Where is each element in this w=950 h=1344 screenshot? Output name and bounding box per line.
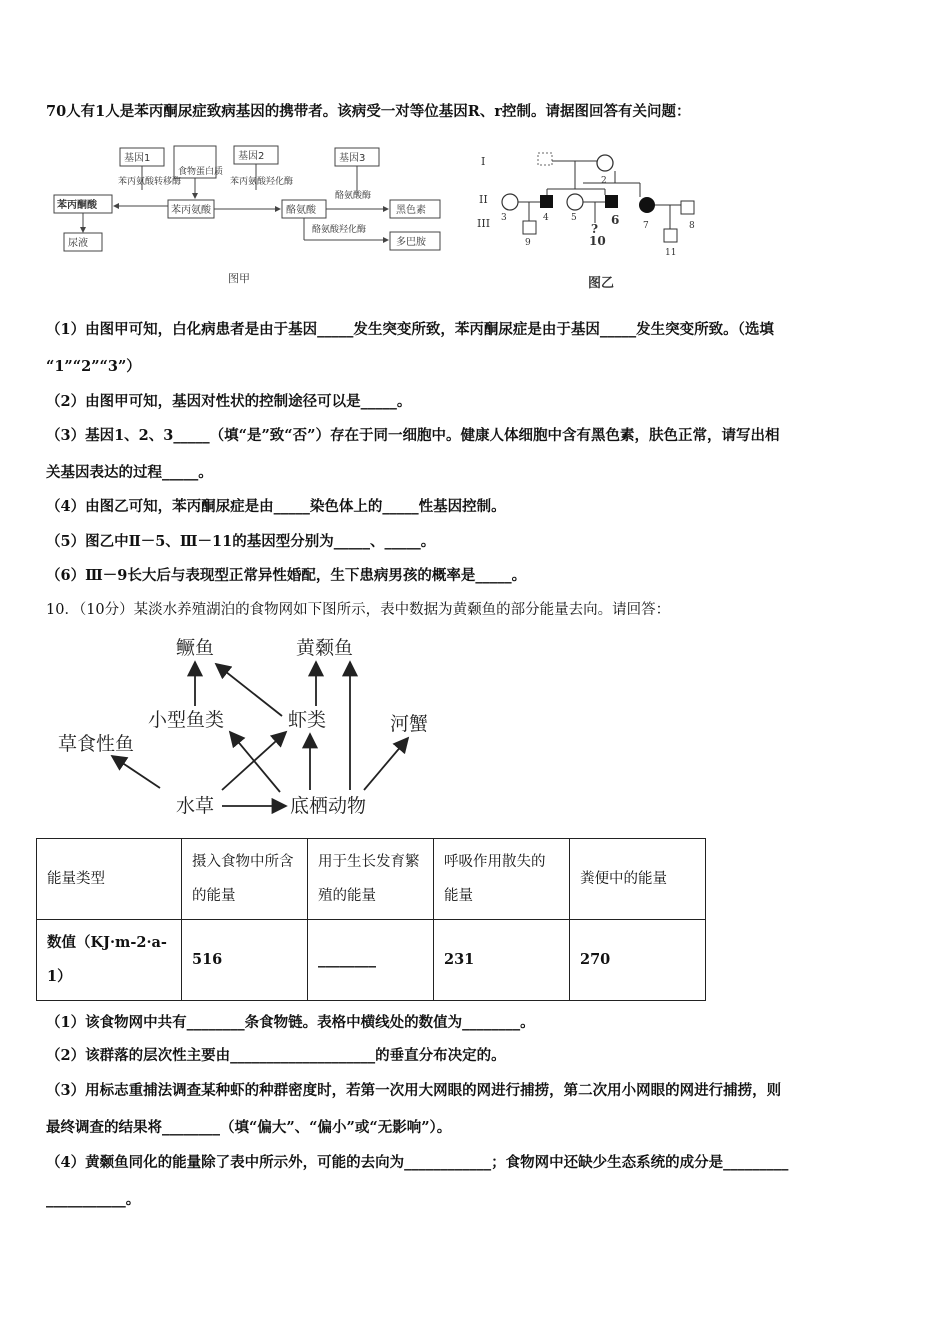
diagram-a-caption: 图甲 — [228, 272, 250, 285]
table-row — [37, 920, 706, 1001]
tyrosinase-label: 酪氨酸酶 — [335, 191, 372, 201]
table-cell: ________ — [308, 920, 434, 1001]
enzyme-trans-label: 苯丙氨酸转移酶 — [118, 177, 182, 187]
q-p2-1: （1）该食物网中共有________条食物链。表格中横线处的数值为________。 — [46, 1014, 535, 1031]
diagram-a — [50, 140, 450, 285]
header-cell: 用于生长发育繁殖的能量 — [308, 839, 434, 920]
table-cell: 270 — [570, 920, 706, 1001]
node-shrimp: 虾类 — [288, 709, 327, 731]
ped-8 — [681, 201, 694, 214]
gene2-label: 基因2 — [238, 151, 265, 162]
q-p1-1b: “1”“2”“3”） — [46, 358, 141, 375]
node-small-fish: 小型鱼类 — [148, 709, 225, 731]
q-p2-4: （4）黄颡鱼同化的能量除了表中所示外，可能的去向为____________；食物网中还缺少生态系统的成分是_________ — [46, 1154, 789, 1171]
ped-8-number: 8 — [689, 221, 695, 231]
ped-7-number: 7 — [643, 221, 649, 231]
header-cell: 粪便中的能量 — [570, 839, 706, 920]
q-p1-5: （5）图乙中Ⅱ－5、Ⅲ－11的基因型分别为_____、_____。 — [46, 533, 436, 550]
ped-3-number: 3 — [501, 213, 507, 223]
node-grass: 水草 — [176, 795, 215, 817]
q10-title: 10．（10分）某淡水养殖湖泊的食物网如下图所示，表中数据为黄颡鱼的部分能量去向。请回答： — [46, 602, 671, 618]
tyr-label: 酪氨酸 — [286, 205, 316, 216]
energy-table — [36, 838, 706, 1001]
ped-11 — [664, 229, 677, 242]
gen-2-label: II — [479, 193, 488, 206]
header-cell: 呼吸作用散失的能量 — [434, 839, 570, 920]
ped-7 — [639, 197, 655, 213]
gen-3-label: III — [477, 217, 491, 230]
node-herbivore: 草食性鱼 — [58, 733, 135, 755]
node-crab: 河蟹 — [390, 713, 429, 735]
intro-text: 70人有1人是苯丙酮尿症致病基因的携带者。该病受一对等位基因R、r控制。请据图回答有关问题： — [46, 103, 691, 120]
phe-label: 苯丙氨酸 — [171, 205, 211, 216]
ped-4 — [540, 195, 553, 208]
ped-1 — [538, 153, 552, 165]
ped-6 — [605, 195, 618, 208]
header-cell: 摄入食物中所含的能量 — [182, 839, 308, 920]
q-p1-6: （6）Ⅲ－9长大后与表现型正常异性婚配，生下患病男孩的概率是_____。 — [46, 567, 527, 584]
food-label: 食物蛋白质 — [178, 167, 224, 177]
table-cell: 516 — [182, 920, 308, 1001]
gene3-label: 基因3 — [339, 153, 366, 164]
ped-2-number: 2 — [601, 176, 607, 186]
q-p2-2: （2）该群落的层次性主要由____________________的垂直分布决定的。 — [46, 1047, 506, 1064]
urine-label: 尿液 — [68, 238, 88, 249]
ped-5-number: 5 — [571, 213, 577, 223]
ped-11-number: 11 — [665, 248, 677, 258]
gen-1-label: I — [481, 155, 486, 168]
ped-10-unknown: ? — [591, 222, 599, 236]
ped-5 — [567, 194, 583, 210]
ped-4-number: 4 — [543, 213, 549, 223]
q-p2-4b: ___________。 — [46, 1191, 141, 1208]
ped-10-number: 10 — [589, 234, 606, 248]
q-p1-1: （1）由图甲可知，白化病患者是由于基因_____发生突变所致，苯丙酮尿症是由于基因_____发生突变所致。（选填 — [46, 321, 774, 338]
gene1-label: 基因1 — [124, 153, 151, 164]
q-p1-2: （2）由图甲可知，基因对性状的控制途径可以是_____。 — [46, 393, 412, 410]
table-row — [37, 839, 706, 920]
tyr-hydrox-label: 酪氨酸羟化酶 — [312, 225, 367, 235]
ped-2 — [597, 155, 613, 171]
q-p1-3b: 关基因表达的过程_____。 — [46, 464, 213, 481]
table-cell: 231 — [434, 920, 570, 1001]
melanin-label: 黑色素 — [396, 205, 426, 216]
q-p1-3: （3）基因1、2、3_____（填“是”致“否”）存在于同一细胞中。健康人体细胞中含有黑色素，肤色正常，请写出相 — [46, 427, 780, 444]
header-cell: 能量类型 — [37, 839, 182, 920]
ped-3 — [502, 194, 518, 210]
dopamine-label: 多巴胺 — [396, 237, 426, 248]
node-benthic: 底栖动物 — [290, 795, 367, 817]
ped-9 — [523, 221, 536, 234]
ppa-label: 苯丙酮酸 — [57, 200, 97, 211]
q-p2-3: （3）用标志重捕法调查某种虾的种群密度时，若第一次用大网眼的网进行捕捞，第二次用小网眼的网进行捕捞，则 — [46, 1082, 782, 1099]
value-label-cell: 数值（KJ·m-2·a-1） — [37, 920, 182, 1001]
node-mandarin: 鳜鱼 — [176, 637, 215, 659]
q-p1-4: （4）由图乙可知，苯丙酮尿症是由_____染色体上的_____性基因控制。 — [46, 498, 506, 515]
food-web — [50, 628, 470, 828]
ped-6-number: 6 — [611, 213, 620, 227]
diagram-b-caption: 图乙 — [588, 276, 615, 291]
q-p2-3b: 最终调查的结果将________（填“偏大”、“偏小”或“无影响”）。 — [46, 1119, 452, 1136]
ped-9-number: 9 — [525, 238, 531, 248]
enzyme-hydrox-label: 苯丙氨酸羟化酶 — [230, 177, 294, 187]
node-yellow: 黄颡鱼 — [296, 637, 354, 659]
